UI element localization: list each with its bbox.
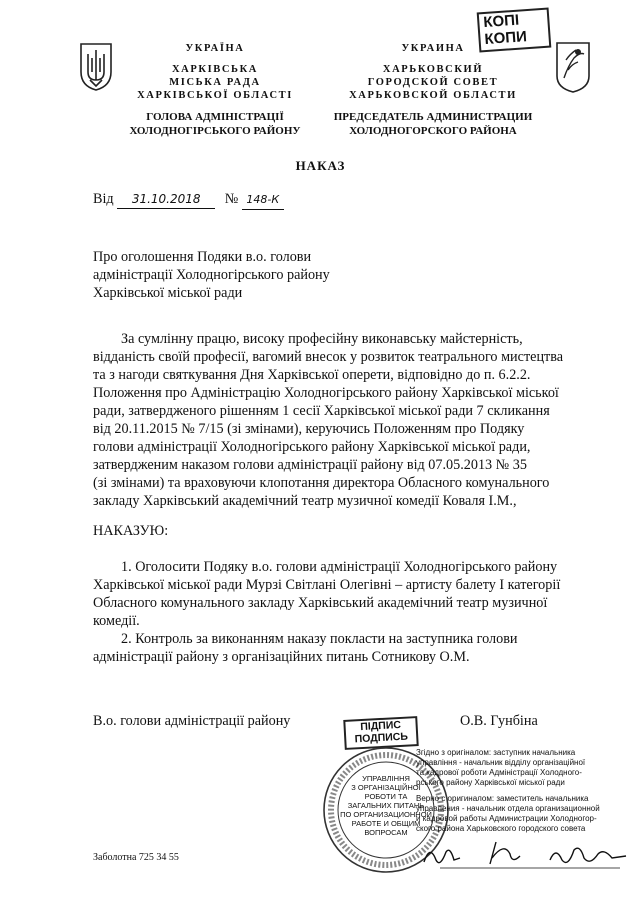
cert-line: Згідно з оригіналом: заступник начальника [416,748,576,757]
seal-line: РОБОТИ ТА [364,792,408,801]
order-items [93,558,593,666]
item-1-line: комедії. [93,613,140,629]
date-prefix: Від [93,191,114,207]
seal-line: УПРАВЛІННЯ [362,774,410,783]
item-1-line: Харківської міської ради Мурзі Світлані Олегівні – артисту балету І категорії [93,577,561,593]
handwritten-signature-icon [420,838,632,872]
subject-line-1: Про оголошення Подяки в.о. голови [93,249,312,265]
seal-line: ЗАГАЛЬНИХ ПИТАНЬ [347,801,425,810]
header-right-city-3: ХАРЬКОВСКОЙ ОБЛАСТИ [349,90,517,101]
kharkiv-emblem-icon [554,40,592,94]
copy-stamp-line-1: КОПІ [482,11,520,32]
seal-line: ВОПРОСАМ [364,828,408,837]
cert-line: и кадровой работы Администрации Холодногор- [416,814,597,823]
subject-line-3: Харківської міської ради [93,285,243,301]
preamble-line: Положення про Адміністрацію Холодногірського району Харківської міської [93,385,559,401]
item-2-line: адміністрації району з організаційних питань Сотникову О.М. [93,649,470,665]
preamble-line: відданість своїй професії, вагомий внесок у розвиток театрального мистецтва [93,349,564,365]
preamble-line: затвердженим наказом голови адміністрації району від 07.05.2013 № 35 [93,457,527,473]
number-value: 148-К [242,191,284,210]
date-value: 31.10.2018 [117,190,215,209]
seal-line: З ОРГАНІЗАЦІЙНОЇ [351,783,421,792]
item-1-line: 1. Оголосити Подяку в.о. голови адміністрації Холодногірського району [121,559,558,575]
signature-position: В.о. голови адміністрації району [93,713,291,729]
preamble-line: ради, затвердженого рішенням 1 сесії Харківської міської ради 7 скликання [93,403,550,419]
preamble-line: закладу Харківський академічний театр музичної комедії Коваля І.М., [93,493,517,509]
cert-line: та кадрової роботи Адміністрації Холодного- [416,768,582,777]
header-right-head-2: ХОЛОДНОГОРСКОГО РАЙОНА [349,125,517,137]
signature-name: О.В. Гунбіна [460,713,538,729]
order-word: НАКАЗУЮ: [93,523,169,539]
seal-line: ПО ОРГАНИЗАЦИОННОЙ [340,810,432,819]
cert-line: управления - начальник отдела организационной [416,804,600,813]
header-left-country: УКРАЇНА [185,43,245,54]
preamble-line: від 20.11.2015 № 7/15 (зі змінами), керуючись Положенням про Подяку [93,421,525,437]
coat-of-arms-ukraine-icon [78,42,114,92]
cert-line: рського району Харківської міської ради [416,778,565,787]
preamble-line: та з нагоди святкування Дня Харківської оперети, відповідно до п. 6.2.2. [93,367,531,383]
item-2-line: 2. Контроль за виконанням наказу покласти на заступника голови [121,631,518,647]
header-right-city-1: ХАРЬКОВСКИЙ [382,64,484,75]
executor-contact: Заболотна 725 34 55 [93,852,179,863]
header-left-city-1: ХАРКІВСЬКА [171,64,258,75]
certification-block [416,748,634,834]
cert-line: Верно с оригиналом: заместитель начальника [416,794,589,803]
subject-line-2: адміністрації Холодногірського району [93,267,330,283]
header-left-city-2: МІСЬКА РАДА [169,77,261,88]
copy-stamp-line-2: КОПИ [484,28,528,49]
header-right-head-1: ПРЕДСЕДАТЕЛЬ АДМИНИСТРАЦИИ [333,111,533,123]
header-right-country: УКРАИНА [401,43,465,54]
copy-stamp [477,8,552,53]
sign-stamp-line-2: ПОДПИСЬ [354,730,409,746]
number-prefix: № [224,191,239,207]
header-left-head-2: ХОЛОДНОГІРСЬКОГО РАЙОНУ [129,125,301,137]
preamble [93,330,593,510]
document-title: НАКАЗ [295,158,346,173]
cert-line: ского района Харьковского городского совета [416,824,586,833]
preamble-line: голови адміністрації Холодногірського району Харківської міської ради, [93,439,531,455]
sign-stamp-line-1: ПІДПИС [360,718,402,734]
item-1-line: Обласного комунального закладу Харківський академічний театр музичної [93,595,548,611]
date-row [93,190,284,210]
preamble-line: За сумлінну працю, високу професійну виконавську майстерність, [121,331,523,347]
cert-line: управління - начальник відділу організаційної [416,758,586,767]
header-right-city-2: ГОРОДСКОЙ СОВЕТ [367,77,499,88]
header-left-city-3: ХАРКІВСЬКОЇ ОБЛАСТІ [137,90,293,101]
header-left-head-1: ГОЛОВА АДМІНІСТРАЦІЇ [146,111,284,123]
preamble-line: (зі змінами) та враховуючи клопотання директора Обласного комунального [93,475,550,491]
seal-line: РАБОТЕ И ОБЩИМ [351,819,421,828]
